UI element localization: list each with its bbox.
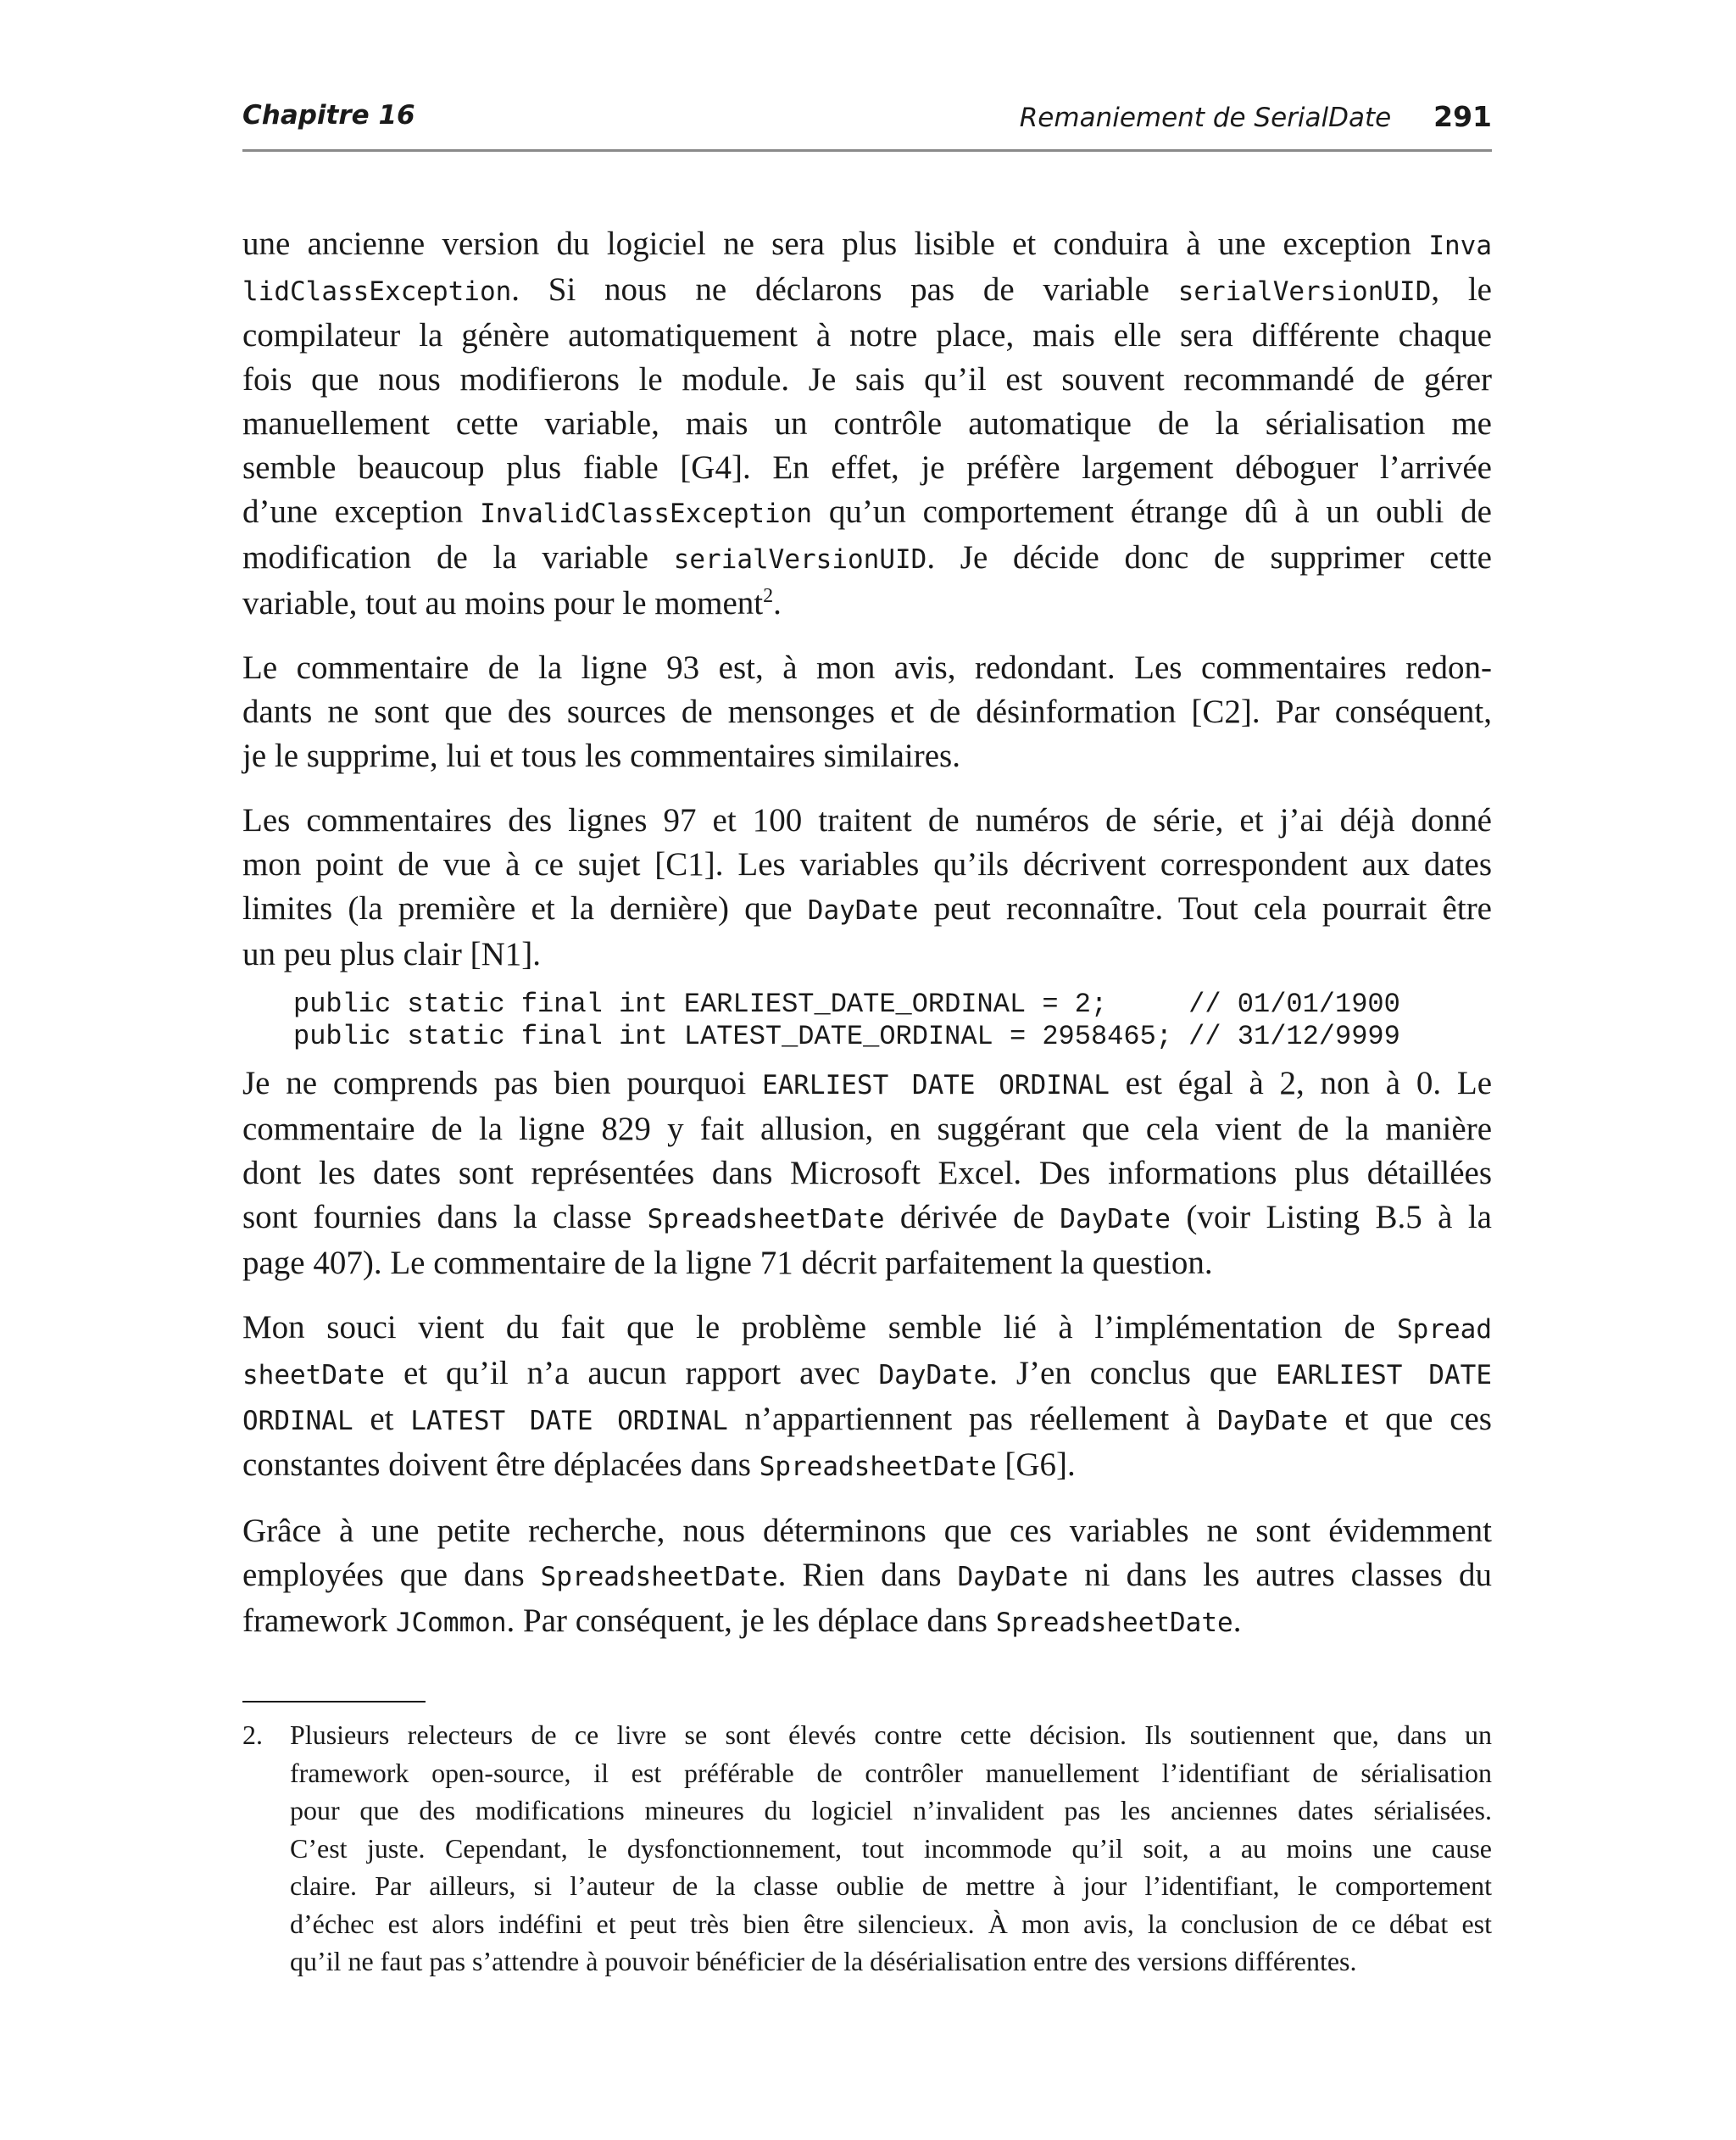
text-run: variable, tout au moins pour le moment [242,585,764,621]
text-run: semble beaucoup plus fiable [G4]. En effet, je préfère largement déboguer l’arrivée [242,449,1492,486]
running-title: Remaniement de SerialDate [1019,103,1392,133]
footnote-number: 2. [242,1719,263,1750]
text-line [242,887,1492,933]
text-run: qu’un comportement étrange dû à un oubli de [812,493,1492,530]
text-run: . [773,585,782,621]
text-run: peut reconnaître. Tout cela pourrait être [918,890,1492,927]
text-line [242,222,1492,268]
inline-code: DayDate [807,895,919,926]
footnote-line: C’est juste. Cependant, le dysfonctionnement, tout incommode qu’il soit, a au moins une cause [290,1832,1492,1864]
code-line: public static final int EARLIEST_DATE_ORDINAL = 2; // 01/01/1900 [293,989,1400,1020]
text-line [242,843,1492,887]
text-run: . Par conséquent, je les déplace dans [506,1602,996,1639]
paragraph [242,222,1492,626]
text-run: dérivée de [884,1199,1060,1235]
text-line [242,358,1492,402]
text-run: je le supprime, lui et tous les commentaires similaires. [242,738,960,774]
text-run: compilateur la génère automatiquement à notre place, mais elle sera différente chaque [242,317,1492,354]
running-head [242,100,1492,137]
text-run: et que ces [1327,1401,1492,1437]
text-run: Grâce à une petite recherche, nous déterminons que ces variables ne sont évidemment [242,1513,1492,1549]
text-run: d’une exception [242,493,481,530]
text-line [242,1062,1492,1107]
text-run: modification de la variable [242,539,674,576]
text-run: page 407). Le commentaire de la ligne 71 décrit parfaitement la question. [242,1245,1213,1281]
text-run: une ancienne version du logiciel ne sera plus lisible et conduira à une exception [242,226,1429,262]
footnote-line: Plusieurs relecteurs de ce livre se sont élevés contre cette décision. Ils soutiennent que, dans un [290,1719,1492,1750]
text-run: n’appartiennent pas réellement à [727,1401,1217,1437]
text-line [242,446,1492,490]
text-run: . Rien dans [777,1557,958,1593]
text-run: dont les dates sont représentées dans Microsoft Excel. Des informations plus détaillées [242,1155,1492,1191]
inline-code: Spread [1397,1314,1492,1345]
text-line [242,933,1492,977]
running-title-group [1020,100,1492,133]
text-run: sont fournies dans la classe [242,1199,648,1235]
inline-code: Inva [1428,231,1492,261]
text-run: Mon souci vient du fait que le problème semble lié à l’implémentation de [242,1309,1398,1346]
text-line [242,646,1492,690]
text-line [242,402,1492,446]
text-run: , le [1431,271,1492,308]
inline-code: SpreadsheetDate [647,1204,885,1234]
inline-code: EARLIEST DATE ORDINAL [761,1070,1110,1101]
paragraph [242,1509,1492,1645]
footnote-rule [242,1701,426,1703]
inline-code: InvalidClassException [480,499,813,529]
paragraphs-before-code [242,222,1492,977]
inline-code: SpreadsheetDate [540,1562,778,1592]
text-run: fois que nous modifierons le module. Je sais qu’il est souvent recommandé de gérer [242,361,1492,398]
text-line [242,1107,1492,1151]
text-run: Je ne comprends pas bien pourquoi [242,1065,762,1101]
inline-code: ORDINAL [242,1406,353,1436]
text-run: limites (la première et la dernière) que [242,890,808,927]
text-line [242,1351,1492,1397]
text-run: [G6]. [996,1446,1076,1483]
inline-code: DayDate [1216,1406,1328,1436]
text-line [242,1151,1492,1195]
paragraph [242,1306,1492,1489]
inline-code: lidClassException [242,276,512,307]
text-line [242,1195,1492,1241]
text-line [242,1509,1492,1553]
footnote-line: qu’il ne faut pas s’attendre à pouvoir bénéficier de la désérialisation entre des versions différentes. [290,1946,1357,1976]
text-line [242,1306,1492,1351]
inline-code: LATEST DATE ORDINAL [410,1406,728,1436]
inline-code: SpreadsheetDate [995,1608,1233,1638]
text-line [242,1599,1492,1645]
text-run: . Je décide donc de supprimer cette [926,539,1492,576]
text-line [242,1397,1492,1443]
text-run: Les commentaires des lignes 97 et 100 traitent de numéros de série, et j’ai déjà donné [242,802,1492,839]
text-run: ni dans les autres classes du [1068,1557,1492,1593]
body-text [242,222,1492,1665]
text-run: et qu’il n’a aucun rapport avec [384,1355,879,1391]
text-run: est égal à 2, non à 0. Le [1109,1065,1493,1101]
inline-code: DayDate [878,1360,990,1390]
page-number: 291 [1433,100,1492,133]
footnote-line: pour que des modifications mineures du logiciel n’invalident pas les anciennes dates sérialisées. [290,1795,1492,1825]
text-line [242,734,1492,778]
text-run: commentaire de la ligne 829 y fait allusion, en suggérant que cela vient de la manière [242,1111,1492,1147]
text-line [242,268,1492,314]
footnote-ref[interactable]: 2 [763,585,774,607]
code-block [293,989,1492,1053]
text-run: . J’en conclus que [989,1355,1277,1391]
paragraphs-after-code [242,1062,1492,1645]
paragraph [242,646,1492,778]
text-run: manuellement cette variable, mais un contrôle automatique de la sérialisation me [242,405,1492,442]
inline-code: DayDate [1060,1204,1171,1234]
text-run: et [353,1401,411,1437]
text-run: Le commentaire de la ligne 93 est, à mon avis, redondant. Les commentaires redon- [242,649,1492,686]
header-rule [242,149,1492,152]
inline-code: EARLIEST DATE [1276,1360,1492,1390]
text-run: . [1232,1602,1242,1639]
chapter-label: Chapitre 16 [242,100,415,131]
footnote [242,1716,1492,1981]
text-run: framework [242,1602,396,1639]
inline-code: DayDate [957,1562,1069,1592]
text-run: dants ne sont que des sources de mensonges et de désinformation [C2]. Par conséquent, [242,694,1492,730]
text-run: constantes doivent être déplacées dans [242,1446,760,1483]
text-run: employées que dans [242,1557,541,1593]
text-run: mon point de vue à ce sujet [C1]. Les variables qu’ils décrivent correspondent aux dates [242,846,1492,883]
text-line [242,536,1492,582]
footnote-line: framework open-source, il est préférable de contrôler manuellement l’identifiant de sérialisation [290,1757,1492,1788]
paragraph [242,1062,1492,1285]
text-line [242,1553,1492,1599]
footnote-line: d’échec est alors indéfini et peut très bien être silencieux. À mon avis, la conclusion de ce débat est [290,1908,1492,1939]
text-line [242,1443,1492,1489]
footnote-body [290,1716,1492,1981]
text-line [242,582,1492,626]
text-line [242,314,1492,358]
paragraph [242,799,1492,977]
inline-code: serialVersionUID [673,544,927,575]
text-run: (voir Listing B.5 à la [1170,1199,1492,1235]
inline-code: sheetDate [242,1360,385,1390]
footnote-line: claire. Par ailleurs, si l’auteur de la classe oublie de mettre à jour l’identifiant, le comportement [290,1870,1492,1901]
text-line [242,1241,1492,1285]
code-line: public static final int LATEST_DATE_ORDINAL = 2958465; // 31/12/9999 [293,1021,1400,1052]
text-line [242,690,1492,734]
inline-code: SpreadsheetDate [759,1452,997,1482]
inline-code: JCommon [395,1608,507,1638]
text-run: . Si nous ne déclarons pas de variable [511,271,1178,308]
inline-code: serialVersionUID [1177,276,1432,307]
text-line [242,490,1492,536]
text-line [242,799,1492,843]
text-run: un peu plus clair [N1]. [242,936,541,972]
